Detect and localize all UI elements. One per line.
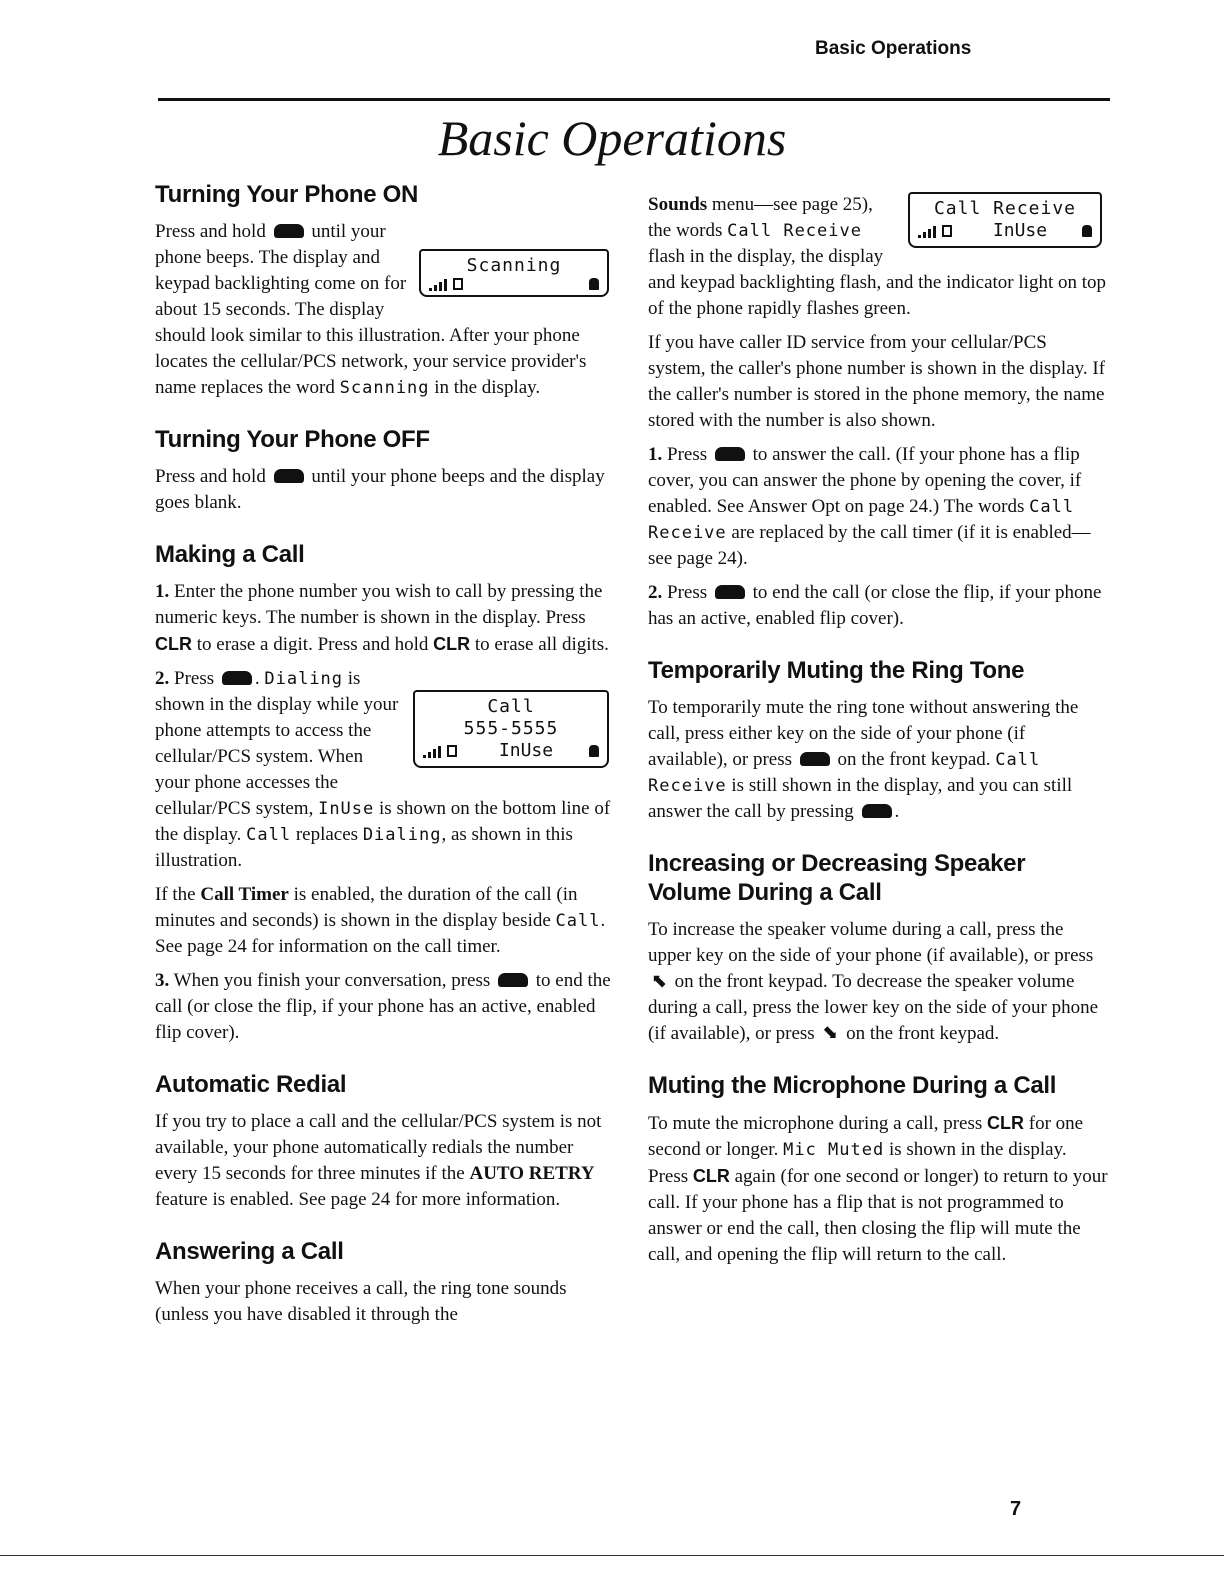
clr-key-label: CLR	[987, 1113, 1024, 1133]
text: for one second or longer.	[648, 1113, 1084, 1160]
step-3	[155, 968, 615, 1046]
step-1	[155, 579, 615, 658]
text: is shown in the display. Press	[648, 1139, 1067, 1187]
text: on the front keypad.	[837, 749, 991, 770]
text: is shown in the display while your phone attempts to access the cellular/PCS system. When your phone accesses the cellular/PCS system,	[155, 668, 399, 819]
section-turning-off	[155, 425, 615, 516]
text: flash in the display, the display and keypad backlighting flash, and the indicator light on top of the phone rapidly flashes green.	[648, 246, 1107, 319]
clr-key-label: CLR	[692, 1166, 730, 1186]
text: If you try to place a call and the cellular/PCS system is not available, your phone automatically redials the number every 15 seconds for three minutes if the	[155, 1111, 602, 1184]
lcd-word: Call Receive	[648, 497, 1075, 543]
heading-muting-microphone: Muting the Microphone During a Call	[648, 1072, 1057, 1099]
paragraph: When your phone receives a call, the ring tone sounds (unless you have disabled it through the	[155, 1278, 567, 1325]
paragraph	[155, 1109, 615, 1213]
running-head: Basic Operations	[815, 38, 972, 59]
text: When you finish your conversation, press	[173, 970, 491, 991]
signal-strength-icon	[423, 744, 441, 758]
lcd-word: Call Receive	[727, 221, 862, 241]
battery-icon	[447, 745, 457, 757]
step-number: 1.	[648, 444, 663, 465]
lcd-text: 555-5555	[463, 718, 559, 739]
text: Press	[667, 444, 708, 465]
paragraph	[648, 917, 1108, 1047]
bottom-rule	[0, 1555, 1224, 1556]
section-muting-ring-tone	[648, 656, 1108, 825]
lcd-inuse: InUse	[498, 740, 554, 761]
text: to erase a digit. Press and hold	[196, 634, 429, 655]
section-turning-on	[155, 180, 615, 401]
battery-icon	[942, 225, 952, 237]
text: replaces	[295, 824, 359, 845]
text: on the front keypad.	[846, 1023, 1000, 1044]
lock-icon	[1082, 225, 1092, 237]
paragraph	[648, 192, 1108, 322]
lcd-word: Call	[246, 825, 292, 845]
text: To increase the speaker volume during a call, press the upper key on the side of your phone (if available), or press	[648, 919, 1094, 966]
step-number: 1.	[155, 581, 170, 602]
heading-automatic-redial: Automatic Redial	[155, 1071, 347, 1098]
send-key-icon	[862, 804, 892, 818]
text: Press and hold	[155, 221, 266, 242]
text: , as shown in this illustration.	[155, 824, 573, 871]
feature-name: AUTO RETRY	[469, 1163, 595, 1184]
top-rule	[158, 98, 1110, 101]
text: menu—see page 25), the words	[648, 194, 873, 241]
step-number: 3.	[155, 970, 170, 991]
section-speaker-volume	[648, 849, 1108, 1047]
lcd-display-call	[413, 690, 609, 768]
section-automatic-redial	[155, 1070, 615, 1213]
section-answering-call-continued	[648, 192, 1108, 632]
signal-strength-icon	[429, 277, 447, 291]
lcd-word: Call	[555, 911, 601, 931]
paragraph	[648, 695, 1108, 825]
heading-turning-off: Turning Your Phone OFF	[155, 426, 430, 453]
heading-making-call: Making a Call	[155, 541, 305, 568]
lcd-status-row	[918, 220, 1092, 242]
signal-strength-icon	[918, 224, 936, 238]
text: To temporarily mute the ring tone without answering the call, press either key on the side of your phone (if available), or press	[648, 697, 1079, 770]
lcd-text: Scanning	[466, 255, 562, 276]
lcd-word: InUse	[318, 799, 375, 819]
lcd-text: Call	[487, 696, 535, 717]
end-key-icon	[274, 224, 304, 238]
text: are replaced by the call timer (if it is enabled—see page 24).	[648, 522, 1091, 569]
lcd-word: Scanning	[339, 378, 430, 398]
send-key-icon	[715, 447, 745, 461]
lcd-status-row	[429, 277, 599, 291]
step-2	[155, 666, 615, 874]
battery-icon	[453, 278, 463, 290]
text: is shown on the bottom line of the display.	[155, 798, 611, 845]
text: If the	[155, 884, 196, 905]
menu-name: Sounds	[648, 194, 708, 215]
text: To mute the microphone during a call, press	[648, 1113, 983, 1134]
volume-down-arrow-icon: ⬊	[822, 1023, 839, 1044]
text: until your phone beeps. The display and keypad backlighting come on for about 15 seconds. The display should look similar to this illustration. After your phone locates the cellular/PCS network, your service provider's name replaces the word	[155, 221, 587, 398]
lcd-word: Call Receive	[648, 750, 1041, 796]
feature-name: Call Timer	[200, 884, 289, 905]
step-number: 2.	[648, 582, 663, 603]
end-key-icon	[274, 469, 304, 483]
text: on the front keypad. To decrease the speaker volume during a call, press the lower key on the side of your phone (if available), or press	[648, 971, 1099, 1044]
paragraph	[648, 1110, 1108, 1268]
heading-muting-ring-tone: Temporarily Muting the Ring Tone	[648, 657, 1025, 684]
step-number: 2.	[155, 668, 170, 689]
page-title: Basic Operations	[437, 110, 787, 166]
page-number: 7	[1010, 1498, 1022, 1520]
lcd-display-scanning	[419, 249, 609, 297]
lcd-inuse: InUse	[992, 220, 1048, 241]
text: Press and hold	[155, 466, 266, 487]
text: to erase all digits.	[474, 634, 609, 655]
paragraph	[155, 464, 615, 516]
text: Enter the phone number you wish to call by pressing the numeric keys. The number is shown in the display. Press	[155, 581, 603, 628]
text: again (for one second or longer) to return to your call. If your phone has a flip that is not programmed to answer or end the call, then closing the flip will mute the call, and opening the flip will return to the call.	[648, 1166, 1108, 1265]
end-key-icon	[498, 973, 528, 987]
step-1	[648, 442, 1108, 572]
text: Press	[667, 582, 708, 603]
end-key-icon	[715, 585, 745, 599]
lock-icon	[589, 278, 599, 290]
heading-speaker-volume: Increasing or Decreasing Speaker Volume During a Call	[648, 850, 1026, 906]
text: Press	[174, 668, 215, 689]
clr-key-label: CLR	[433, 634, 471, 654]
heading-answering-call: Answering a Call	[155, 1238, 344, 1265]
section-muting-microphone	[648, 1071, 1108, 1268]
text: in the display.	[434, 377, 541, 398]
heading-turning-on: Turning Your Phone ON	[155, 181, 419, 208]
end-key-icon	[800, 752, 830, 766]
section-answering-call	[155, 1237, 615, 1328]
lcd-text: Call Receive	[933, 198, 1077, 219]
text: until your phone beeps and the display goes blank.	[155, 466, 605, 513]
lock-icon	[589, 745, 599, 757]
volume-up-arrow-icon: ⬉	[651, 971, 667, 992]
left-column	[155, 180, 615, 1352]
lcd-word: Dialing	[264, 669, 344, 689]
clr-key-label: CLR	[155, 634, 192, 654]
paragraph	[155, 219, 615, 401]
text: feature is enabled. See page 24 for more information.	[155, 1189, 561, 1210]
step-2	[648, 580, 1108, 632]
lcd-word: Mic Muted	[783, 1140, 885, 1160]
send-key-icon	[222, 671, 252, 685]
lcd-display-call-receive	[908, 192, 1102, 248]
call-timer-paragraph	[155, 882, 615, 960]
text: .	[254, 668, 260, 689]
lcd-status-row	[423, 740, 599, 762]
text: is still shown in the display, and you can still answer the call by pressing	[648, 775, 1073, 822]
text: . See page 24 for information on the call timer.	[155, 910, 606, 957]
right-column	[648, 192, 1108, 1292]
text: is enabled, the duration of the call (in minutes and seconds) is shown in the display beside	[155, 884, 578, 931]
text: to end the call (or close the flip, if your phone has an active, enabled flip cover).	[155, 970, 611, 1043]
section-making-call	[155, 540, 615, 1046]
paragraph: If you have caller ID service from your cellular/PCS system, the caller's phone number is shown in the display. If the caller's number is stored in the phone memory, the name stored with the number is also shown.	[648, 332, 1106, 431]
lcd-word: Dialing	[362, 825, 442, 845]
text: .	[894, 801, 900, 822]
text: to answer the call. (If your phone has a flip cover, you can answer the phone by opening the cover, if enabled. See Answer Opt on page 24.) The words	[648, 444, 1082, 517]
text: to end the call (or close the flip, if your phone has an active, enabled flip cover).	[648, 582, 1102, 629]
